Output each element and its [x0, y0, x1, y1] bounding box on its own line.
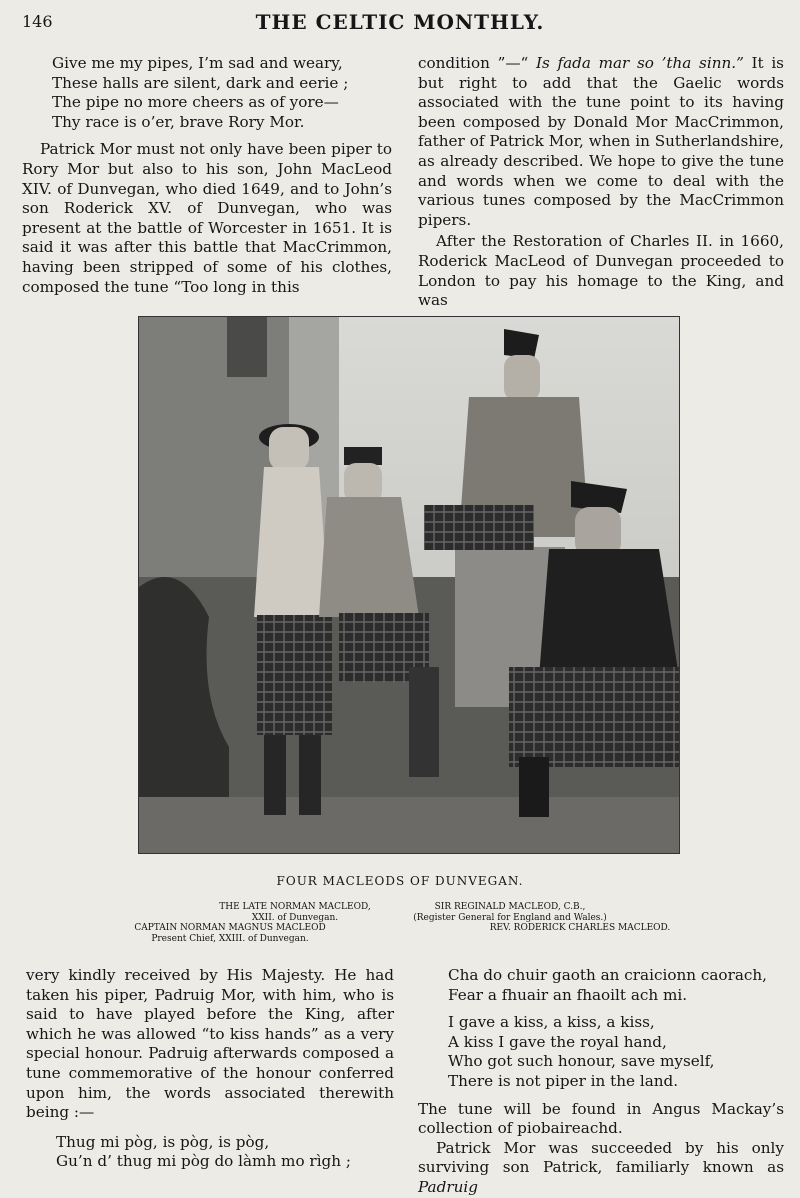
- top-left-column: [22, 54, 392, 297]
- caption-line: CAPTAIN NORMAN MAGNUS MACLEOD: [134, 923, 326, 933]
- caption-line: REV. RODERICK CHARLES MACLEOD.: [489, 923, 671, 933]
- poem-line: Who got such honour, save myself,: [448, 1052, 715, 1071]
- bottom-right-column: [418, 966, 784, 1198]
- caption-line: (Register General for England and Wales.): [413, 912, 607, 923]
- text-run: It is but right to add that the Gaelic words associated with the tune point to its having been composed by Donald Mor MacCrimmon, father of Patrick Mor, when in Sutherlandshire, as already described. We hope to give the tune and words when we come to deal with the various tunes composed by the MacCrimmon pipers.: [418, 54, 784, 229]
- paragraph-succeeded: [418, 1139, 784, 1198]
- running-title: THE CELTIC MONTHLY.: [255, 10, 545, 34]
- top-right-column: [418, 54, 784, 311]
- paragraph-patrick-mor: Patrick Mor must not only have been piper to Rory Mor but also to his son, John MacLeod XIV. of Dunvegan, who died 1649, and to John’s son Roderick XV. of Dunvegan, who was present at the battle of Worcester in 1651. It is said it was after this battle that MacCrimmon, having been stripped of some of his clothes, composed the tune “Too long in this: [22, 140, 392, 296]
- poem-line: These halls are silent, dark and eerie ;: [52, 73, 349, 92]
- poem-line: Thy race is o’er, brave Rory Mor.: [52, 112, 305, 131]
- english-poem: [448, 1013, 784, 1091]
- paragraph-restoration: After the Restoration of Charles II. in 1660, Roderick MacLeod of Dunvegan proceeded to London to pay his homage to the King, and was: [418, 232, 784, 310]
- poem-line: A kiss I gave the royal hand,: [448, 1032, 667, 1051]
- caption-rev-roderick: [470, 923, 690, 934]
- text-run: condition ”—“: [418, 54, 529, 72]
- poem-pipes: [52, 54, 392, 132]
- paragraph-kindly-received: very kindly received by His Majesty. He had taken his piper, Padruig Mor, with him, who is said to have played before the King, after which he was allowed “to kiss hands” as a very special honour. Padruig afterwards composed a tune commemorative of the honour conferred upon him, the words associated therewith being :—: [26, 966, 394, 1122]
- figure-title: FOUR MACLEODS OF DUNVEGAN.: [276, 874, 524, 888]
- caption-line: XXII. of Dunvegan.: [251, 912, 339, 923]
- poem-line: Thug mi pòg, is pòg, is pòg,: [56, 1132, 270, 1151]
- poem-line: Fear a fhuair an fhaoilt ach mi.: [448, 985, 688, 1004]
- page-number: 146: [22, 12, 53, 31]
- gaelic-poem-continued: [448, 966, 784, 1005]
- poem-line: Cha do chuir gaoth an craicionn caorach,: [448, 966, 767, 984]
- gaelic-quote: Is fada mar so ’tha sinn.”: [528, 54, 744, 72]
- caption-line: SIR REGINALD MACLEOD, C.B.,: [434, 902, 586, 912]
- caption-line: THE LATE NORMAN MACLEOD,: [219, 902, 371, 912]
- page-header: [22, 10, 778, 34]
- caption-reginald: [410, 902, 610, 923]
- caption-norman: [210, 902, 380, 923]
- poem-line: I gave a kiss, a kiss, a kiss,: [448, 1013, 655, 1032]
- gaelic-poem: [56, 1133, 394, 1172]
- caption-captain: [110, 923, 350, 944]
- poem-line: Give me my pipes, I’m sad and weary,: [52, 54, 343, 72]
- group-photograph: [138, 316, 680, 854]
- text-run: Patrick Mor was succeeded by his only surviving son Patrick, familiarly known as: [418, 1138, 784, 1177]
- poem-line: There is not piper in the land.: [448, 1071, 679, 1090]
- paragraph-condition: [418, 54, 784, 230]
- poem-line: Gu’n d’ thug mi pòg do làmh mo rìgh ;: [56, 1152, 351, 1171]
- poem-line: The pipe no more cheers as of yore—: [52, 93, 339, 112]
- paragraph-tune-found: The tune will be found in Angus Mackay’s collection of piobaireachd.: [418, 1099, 784, 1138]
- italic-name: Padruig: [418, 1177, 478, 1196]
- caption-line: Present Chief, XXIII. of Dunvegan.: [151, 933, 309, 944]
- bottom-left-column: [26, 966, 394, 1180]
- photo-illustration: [139, 317, 679, 853]
